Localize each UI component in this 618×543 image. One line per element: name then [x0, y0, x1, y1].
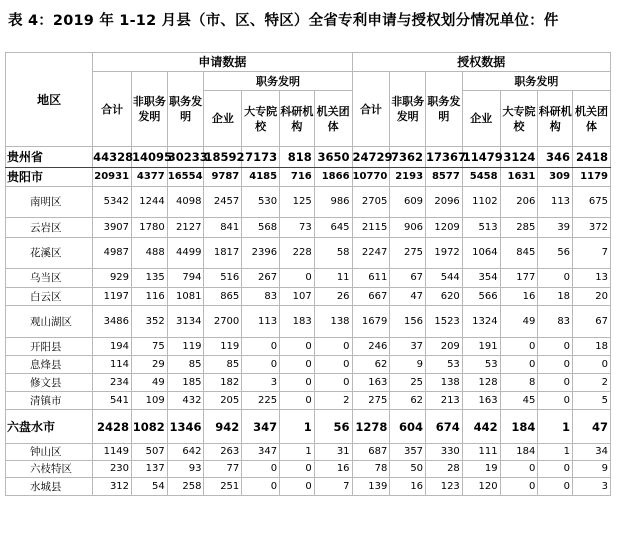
header-grant-non-service: 非职务发明 — [390, 72, 426, 147]
grant-value: 3124 — [500, 147, 538, 168]
grant-value: 7 — [573, 238, 611, 269]
apply-value: 942 — [204, 410, 242, 444]
apply-value: 31 — [314, 444, 352, 461]
region-name: 水城县 — [6, 478, 93, 496]
apply-value: 107 — [280, 288, 315, 306]
grant-value: 10770 — [352, 168, 390, 187]
header-region: 地区 — [6, 53, 93, 147]
apply-value: 7173 — [242, 147, 280, 168]
region-name: 白云区 — [6, 288, 93, 306]
apply-value: 119 — [204, 338, 242, 356]
grant-value: 609 — [390, 187, 426, 218]
grant-value: 19 — [462, 461, 500, 478]
grant-value: 620 — [426, 288, 463, 306]
apply-value: 228 — [280, 238, 315, 269]
grant-value: 62 — [352, 356, 390, 374]
grant-value: 111 — [462, 444, 500, 461]
table-row — [6, 269, 611, 288]
apply-value: 58 — [314, 238, 352, 269]
region-name: 开阳县 — [6, 338, 93, 356]
apply-value: 716 — [280, 168, 315, 187]
apply-value: 185 — [167, 374, 204, 392]
grant-value: 7362 — [390, 147, 426, 168]
grant-value: 8 — [500, 374, 538, 392]
header-grant-group: 授权数据 — [352, 53, 610, 72]
table-row — [6, 410, 611, 444]
grant-value: 8577 — [426, 168, 463, 187]
grant-value: 123 — [426, 478, 463, 496]
region-name: 息烽县 — [6, 356, 93, 374]
table-row — [6, 478, 611, 496]
patent-table — [5, 52, 611, 496]
apply-value: 642 — [167, 444, 204, 461]
grant-value: 28 — [426, 461, 463, 478]
apply-value: 18592 — [204, 147, 242, 168]
grant-value: 34 — [573, 444, 611, 461]
grant-value: 0 — [538, 392, 573, 410]
region-name: 清镇市 — [6, 392, 93, 410]
table-row — [6, 306, 611, 338]
grant-value: 53 — [426, 356, 463, 374]
grant-value: 845 — [500, 238, 538, 269]
grant-value: 184 — [500, 444, 538, 461]
apply-value: 794 — [167, 269, 204, 288]
grant-value: 0 — [538, 356, 573, 374]
grant-value: 2 — [573, 374, 611, 392]
apply-value: 347 — [242, 444, 280, 461]
region-name: 云岩区 — [6, 218, 93, 238]
apply-value: 0 — [280, 338, 315, 356]
grant-value: 667 — [352, 288, 390, 306]
apply-value: 1866 — [314, 168, 352, 187]
grant-value: 0 — [500, 461, 538, 478]
grant-value: 0 — [500, 478, 538, 496]
region-name: 修文县 — [6, 374, 93, 392]
apply-value: 347 — [242, 410, 280, 444]
apply-value: 83 — [242, 288, 280, 306]
apply-value: 507 — [132, 444, 168, 461]
apply-value: 135 — [132, 269, 168, 288]
grant-value: 1278 — [352, 410, 390, 444]
apply-value: 488 — [132, 238, 168, 269]
apply-value: 234 — [93, 374, 132, 392]
region-name: 观山湖区 — [6, 306, 93, 338]
apply-value: 1082 — [132, 410, 168, 444]
grant-value: 0 — [573, 356, 611, 374]
table-row — [6, 168, 611, 187]
apply-value: 258 — [167, 478, 204, 496]
table-title: 表 4：2019 年 1-12 月县（市、区、特区）全省专利申请与授权划分情况单位：件 — [8, 13, 559, 29]
table-row — [6, 187, 611, 218]
apply-value: 182 — [204, 374, 242, 392]
apply-value: 929 — [93, 269, 132, 288]
apply-value: 1346 — [167, 410, 204, 444]
grant-value: 1064 — [462, 238, 500, 269]
grant-value: 1972 — [426, 238, 463, 269]
grant-value: 372 — [573, 218, 611, 238]
header-apply-total: 合计 — [93, 72, 132, 147]
grant-value: 139 — [352, 478, 390, 496]
table-row — [6, 444, 611, 461]
apply-value: 56 — [314, 410, 352, 444]
grant-value: 357 — [390, 444, 426, 461]
grant-value: 163 — [462, 392, 500, 410]
apply-value: 113 — [242, 306, 280, 338]
apply-value: 432 — [167, 392, 204, 410]
grant-value: 1 — [538, 410, 573, 444]
grant-value: 53 — [462, 356, 500, 374]
grant-value: 1631 — [500, 168, 538, 187]
apply-value: 1 — [280, 410, 315, 444]
apply-value: 75 — [132, 338, 168, 356]
grant-value: 2705 — [352, 187, 390, 218]
grant-value: 37 — [390, 338, 426, 356]
table-body — [6, 53, 611, 496]
table-row — [6, 356, 611, 374]
apply-value: 1 — [280, 444, 315, 461]
grant-value: 47 — [390, 288, 426, 306]
grant-value: 906 — [390, 218, 426, 238]
grant-value: 1209 — [426, 218, 463, 238]
grant-value: 513 — [462, 218, 500, 238]
apply-value: 4377 — [132, 168, 168, 187]
grant-value: 2115 — [352, 218, 390, 238]
grant-value: 156 — [390, 306, 426, 338]
header-grant-college: 大专院校 — [500, 91, 538, 147]
apply-value: 352 — [132, 306, 168, 338]
apply-value: 0 — [242, 338, 280, 356]
grant-value: 675 — [573, 187, 611, 218]
grant-value: 56 — [538, 238, 573, 269]
grant-value: 1 — [538, 444, 573, 461]
grant-value: 2247 — [352, 238, 390, 269]
apply-value: 3650 — [314, 147, 352, 168]
apply-value: 0 — [314, 356, 352, 374]
grant-value: 0 — [538, 269, 573, 288]
apply-value: 7 — [314, 478, 352, 496]
grant-value: 120 — [462, 478, 500, 496]
grant-value: 177 — [500, 269, 538, 288]
grant-value: 309 — [538, 168, 573, 187]
grant-value: 285 — [500, 218, 538, 238]
grant-value: 0 — [500, 338, 538, 356]
apply-value: 183 — [280, 306, 315, 338]
apply-value: 818 — [280, 147, 315, 168]
apply-value: 5342 — [93, 187, 132, 218]
apply-value: 29 — [132, 356, 168, 374]
apply-value: 1081 — [167, 288, 204, 306]
grant-value: 275 — [352, 392, 390, 410]
grant-value: 39 — [538, 218, 573, 238]
apply-value: 0 — [242, 461, 280, 478]
apply-value: 137 — [132, 461, 168, 478]
apply-value: 568 — [242, 218, 280, 238]
grant-value: 674 — [426, 410, 463, 444]
table-row — [6, 288, 611, 306]
region-name: 六枝特区 — [6, 461, 93, 478]
apply-value: 1244 — [132, 187, 168, 218]
grant-value: 330 — [426, 444, 463, 461]
grant-value: 62 — [390, 392, 426, 410]
table-row — [6, 392, 611, 410]
grant-value: 3 — [573, 478, 611, 496]
grant-value: 9 — [390, 356, 426, 374]
grant-value: 20 — [573, 288, 611, 306]
apply-value: 1780 — [132, 218, 168, 238]
table-row — [6, 218, 611, 238]
grant-value: 5 — [573, 392, 611, 410]
apply-value: 114 — [93, 356, 132, 374]
grant-value: 2193 — [390, 168, 426, 187]
apply-value: 16 — [314, 461, 352, 478]
apply-value: 73 — [280, 218, 315, 238]
grant-value: 566 — [462, 288, 500, 306]
region-name: 钟山区 — [6, 444, 93, 461]
grant-value: 13 — [573, 269, 611, 288]
header-grant-research: 科研机构 — [538, 91, 573, 147]
apply-value: 16554 — [167, 168, 204, 187]
apply-value: 1817 — [204, 238, 242, 269]
apply-value: 11 — [314, 269, 352, 288]
grant-value: 2096 — [426, 187, 463, 218]
apply-value: 251 — [204, 478, 242, 496]
grant-value: 49 — [500, 306, 538, 338]
table-row — [6, 461, 611, 478]
apply-value: 263 — [204, 444, 242, 461]
grant-value: 604 — [390, 410, 426, 444]
apply-value: 85 — [167, 356, 204, 374]
apply-value: 20931 — [93, 168, 132, 187]
apply-value: 2457 — [204, 187, 242, 218]
header-apply-enterprise: 企业 — [204, 91, 242, 147]
apply-value: 119 — [167, 338, 204, 356]
grant-value: 163 — [352, 374, 390, 392]
grant-value: 45 — [500, 392, 538, 410]
apply-value: 267 — [242, 269, 280, 288]
region-name: 南明区 — [6, 187, 93, 218]
apply-value: 2127 — [167, 218, 204, 238]
apply-value: 85 — [204, 356, 242, 374]
grant-value: 138 — [426, 374, 463, 392]
region-name: 贵阳市 — [6, 168, 93, 187]
apply-value: 49 — [132, 374, 168, 392]
apply-value: 645 — [314, 218, 352, 238]
grant-value: 1679 — [352, 306, 390, 338]
apply-value: 205 — [204, 392, 242, 410]
apply-value: 9787 — [204, 168, 242, 187]
header-apply-service: 职务发明 — [167, 72, 204, 147]
grant-value: 24729 — [352, 147, 390, 168]
grant-value: 67 — [390, 269, 426, 288]
apply-value: 30233 — [167, 147, 204, 168]
apply-value: 4098 — [167, 187, 204, 218]
grant-value: 17367 — [426, 147, 463, 168]
apply-value: 14095 — [132, 147, 168, 168]
grant-value: 346 — [538, 147, 573, 168]
grant-value: 47 — [573, 410, 611, 444]
apply-value: 2700 — [204, 306, 242, 338]
apply-value: 841 — [204, 218, 242, 238]
apply-value: 986 — [314, 187, 352, 218]
apply-value: 2428 — [93, 410, 132, 444]
apply-value: 1197 — [93, 288, 132, 306]
grant-value: 209 — [426, 338, 463, 356]
apply-value: 54 — [132, 478, 168, 496]
grant-value: 128 — [462, 374, 500, 392]
grant-value: 9 — [573, 461, 611, 478]
header-grant-total: 合计 — [352, 72, 390, 147]
apply-value: 77 — [204, 461, 242, 478]
apply-value: 0 — [242, 356, 280, 374]
table-row — [6, 147, 611, 168]
apply-value: 3134 — [167, 306, 204, 338]
apply-value: 0 — [280, 478, 315, 496]
grant-value: 0 — [538, 374, 573, 392]
grant-value: 113 — [538, 187, 573, 218]
header-apply-group: 申请数据 — [93, 53, 352, 72]
apply-value: 0 — [280, 356, 315, 374]
header-grant-service: 职务发明 — [426, 72, 463, 147]
header-apply-college: 大专院校 — [242, 91, 280, 147]
region-name: 乌当区 — [6, 269, 93, 288]
apply-value: 2396 — [242, 238, 280, 269]
table-row — [6, 238, 611, 269]
region-name: 花溪区 — [6, 238, 93, 269]
grant-value: 5458 — [462, 168, 500, 187]
apply-value: 312 — [93, 478, 132, 496]
apply-value: 0 — [242, 478, 280, 496]
apply-value: 530 — [242, 187, 280, 218]
apply-value: 109 — [132, 392, 168, 410]
region-name: 贵州省 — [6, 147, 93, 168]
apply-value: 230 — [93, 461, 132, 478]
header-grant-service-invention: 职务发明 — [462, 72, 610, 91]
header-grant-enterprise: 企业 — [462, 91, 500, 147]
apply-value: 116 — [132, 288, 168, 306]
grant-value: 25 — [390, 374, 426, 392]
apply-value: 0 — [280, 461, 315, 478]
grant-value: 18 — [573, 338, 611, 356]
grant-value: 78 — [352, 461, 390, 478]
apply-value: 0 — [314, 374, 352, 392]
grant-value: 611 — [352, 269, 390, 288]
table-row — [6, 338, 611, 356]
apply-value: 44328 — [93, 147, 132, 168]
grant-value: 16 — [390, 478, 426, 496]
grant-value: 544 — [426, 269, 463, 288]
grant-value: 191 — [462, 338, 500, 356]
apply-value: 1149 — [93, 444, 132, 461]
grant-value: 16 — [500, 288, 538, 306]
header-apply-non-service: 非职务发明 — [132, 72, 168, 147]
grant-value: 1523 — [426, 306, 463, 338]
apply-value: 0 — [280, 269, 315, 288]
apply-value: 865 — [204, 288, 242, 306]
grant-value: 184 — [500, 410, 538, 444]
apply-value: 4185 — [242, 168, 280, 187]
grant-value: 83 — [538, 306, 573, 338]
apply-value: 3907 — [93, 218, 132, 238]
grant-value: 1102 — [462, 187, 500, 218]
grant-value: 18 — [538, 288, 573, 306]
apply-value: 138 — [314, 306, 352, 338]
apply-value: 225 — [242, 392, 280, 410]
grant-value: 67 — [573, 306, 611, 338]
apply-value: 4987 — [93, 238, 132, 269]
grant-value: 11479 — [462, 147, 500, 168]
apply-value: 3 — [242, 374, 280, 392]
grant-value: 1324 — [462, 306, 500, 338]
apply-value: 93 — [167, 461, 204, 478]
grant-value: 687 — [352, 444, 390, 461]
apply-value: 516 — [204, 269, 242, 288]
grant-value: 213 — [426, 392, 463, 410]
grant-value: 275 — [390, 238, 426, 269]
grant-value: 0 — [538, 461, 573, 478]
header-apply-institution: 机关团体 — [314, 91, 352, 147]
apply-value: 3486 — [93, 306, 132, 338]
apply-value: 0 — [280, 374, 315, 392]
header-grant-institution: 机关团体 — [573, 91, 611, 147]
apply-value: 541 — [93, 392, 132, 410]
apply-value: 0 — [314, 338, 352, 356]
region-name: 六盘水市 — [6, 410, 93, 444]
header-apply-service-invention: 职务发明 — [204, 72, 352, 91]
apply-value: 4499 — [167, 238, 204, 269]
grant-value: 0 — [538, 338, 573, 356]
grant-value: 1179 — [573, 168, 611, 187]
table-row — [6, 374, 611, 392]
grant-value: 206 — [500, 187, 538, 218]
apply-value: 0 — [280, 392, 315, 410]
grant-value: 2418 — [573, 147, 611, 168]
apply-value: 2 — [314, 392, 352, 410]
header-apply-research: 科研机构 — [280, 91, 315, 147]
grant-value: 246 — [352, 338, 390, 356]
grant-value: 442 — [462, 410, 500, 444]
apply-value: 125 — [280, 187, 315, 218]
apply-value: 194 — [93, 338, 132, 356]
grant-value: 0 — [500, 356, 538, 374]
apply-value: 26 — [314, 288, 352, 306]
grant-value: 354 — [462, 269, 500, 288]
grant-value: 50 — [390, 461, 426, 478]
grant-value: 0 — [538, 478, 573, 496]
